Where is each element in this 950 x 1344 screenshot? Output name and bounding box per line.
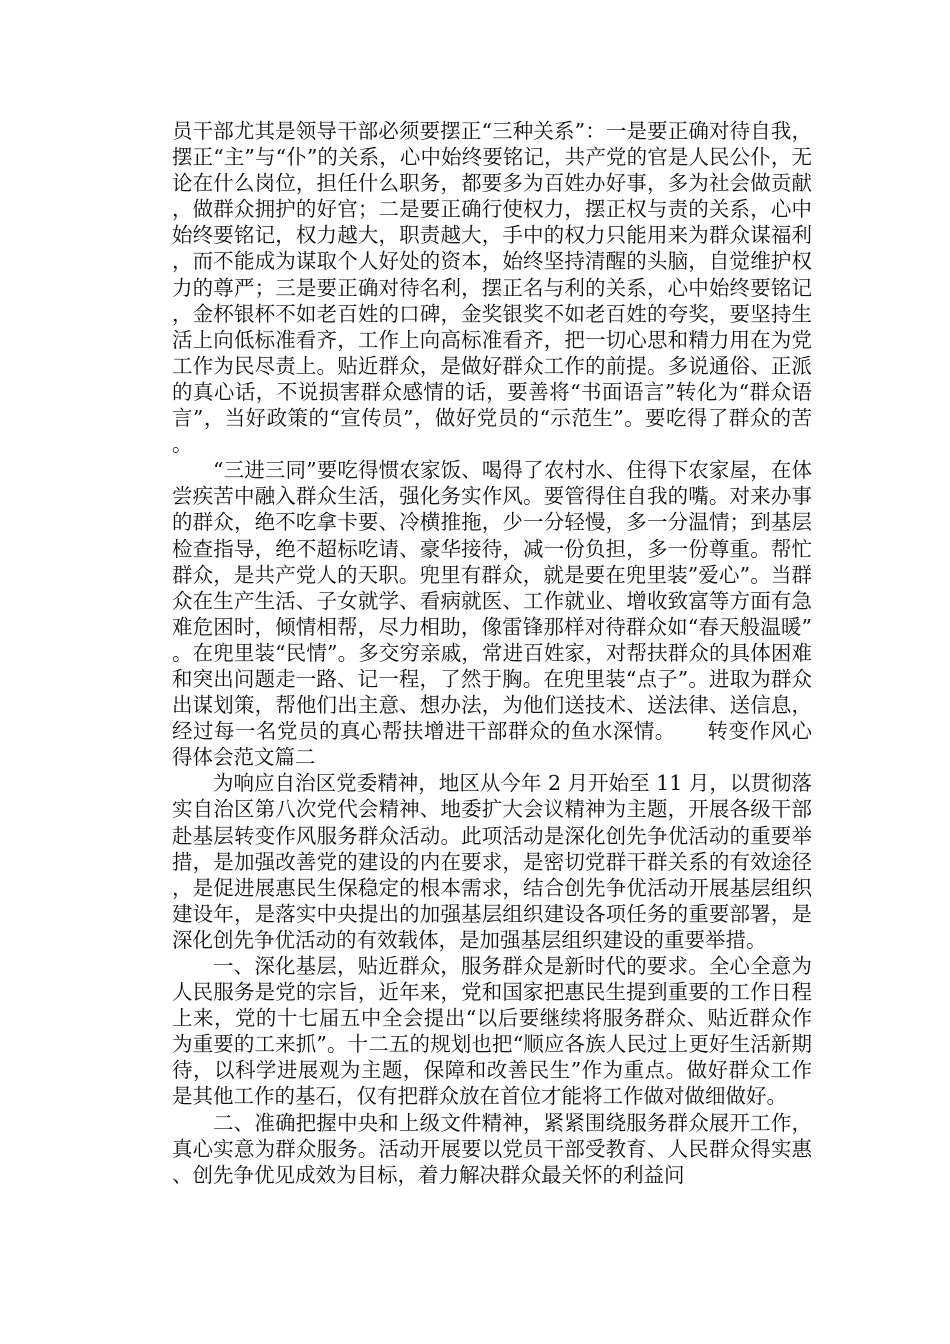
body-text xyxy=(172,118,812,1188)
paragraph-4: 一、深化基层，贴近群众，服务群众是新时代的要求。全心全意为人民服务是党的宗旨，近年来，党和国家把惠民生提到重要的工作日程上来，党的十七届五中全会提出“以后要继续将服务群众、贴近群众作为重要的工来抓”。十二五的规划也把“顺应各族人民过上更好生活新期待，以科学进展观为主题，保障和改善民生”作为重点。做好群众工作是其他工作的基石，仅有把群众放在首位才能将工作做对做细做好。 xyxy=(172,954,812,1109)
paragraph-1: 员干部尤其是领导干部必须要摆正“三种关系”：一是要正确对待自我，摆正“主”与“仆”的关系，心中始终要铭记，共产党的官是人民公仆，无论在什么岗位，担任什么职务，都要多为百姓办好事，多为社会做贡献，做群众拥护的好官；二是要正确行使权力，摆正权与责的关系，心中始终要铭记，权力越大，职责越大，手中的权力只能用来为群众谋福利，而不能成为谋取个人好处的资本，始终坚持清醒的头脑，自觉维护权力的尊严；三是要正确对待名利，摆正名与利的关系，心中始终要铭记，金杯银杯不如老百姓的口碑，金奖银奖不如老百姓的夸奖，要坚持生活上向低标准看齐，工作上向高标准看齐，把一切心思和精力用在为党工作为民尽责上。贴近群众，是做好群众工作的前提。多说通俗、正派的真心话，不说损害群众感情的话，要善将“书面语言”转化为“群众语言”，当好政策的“宣传员”，做好党员的“示范生”。要吃得了群众的苦。 xyxy=(172,119,812,457)
paragraph-2: “三进三同”要吃得惯农家饭、喝得了农村水、住得下农家屋，在体尝疾苦中融入群众生活，强化务实作风。要管得住自我的嘴。对来办事的群众，绝不吃拿卡要、冷横推拖，少一分轻慢，多一分温情；到基层检查指导，绝不超标吃请、豪华接待，减一份负担，多一份尊重。帮忙群众，是共产党人的天职。兜里有群众，就是要在兜里装”爱心”。当群众在生产生活、子女就学、看病就医、工作就业、增收致富等方面有急难危困时，倾情相帮，尽力相助，像雷锋那样对待群众如“春天般温暖”。在兜里装“民情”。多交穷亲戚，常进百姓家，对帮扶群众的具体困难和突出问题走一路、记一程，了然于胸。在兜里装“点子”。进取为群众出谋划策，帮他们出主意、想办法，为他们送技术、送法律、送信息，经过每一名党员的真心帮扶增进干部群众的鱼水深情。 转变作风心得体会范文篇二 xyxy=(172,458,812,770)
paragraph-3: 为响应自治区党委精神，地区从今年 2 月开始至 11 月，以贯彻落实自治区第八次党代会精神、地委扩大会议精神为主题，开展各级干部赴基层转变作风服务群众活动。此项活动是深化创先争优活动的重要举措，是加强改善党的建设的内在要求，是密切党群干群关系的有效途径，是促进展惠民生保稳定的根本需求，结合创先争优活动开展基层组织建设年，是落实中央提出的加强基层组织建设各项任务的重要部署，是深化创先争优活动的有效载体，是加强基层组织建设的重要举措。 xyxy=(172,771,812,952)
paragraph-5: 二、准确把握中央和上级文件精神，紧紧围绕服务群众展开工作，真心实意为群众服务。活动开展要以党员干部受教育、人民群众得实惠、创先争优见成效为目标，着力解决群众最关怀的利益问 xyxy=(172,1110,812,1187)
